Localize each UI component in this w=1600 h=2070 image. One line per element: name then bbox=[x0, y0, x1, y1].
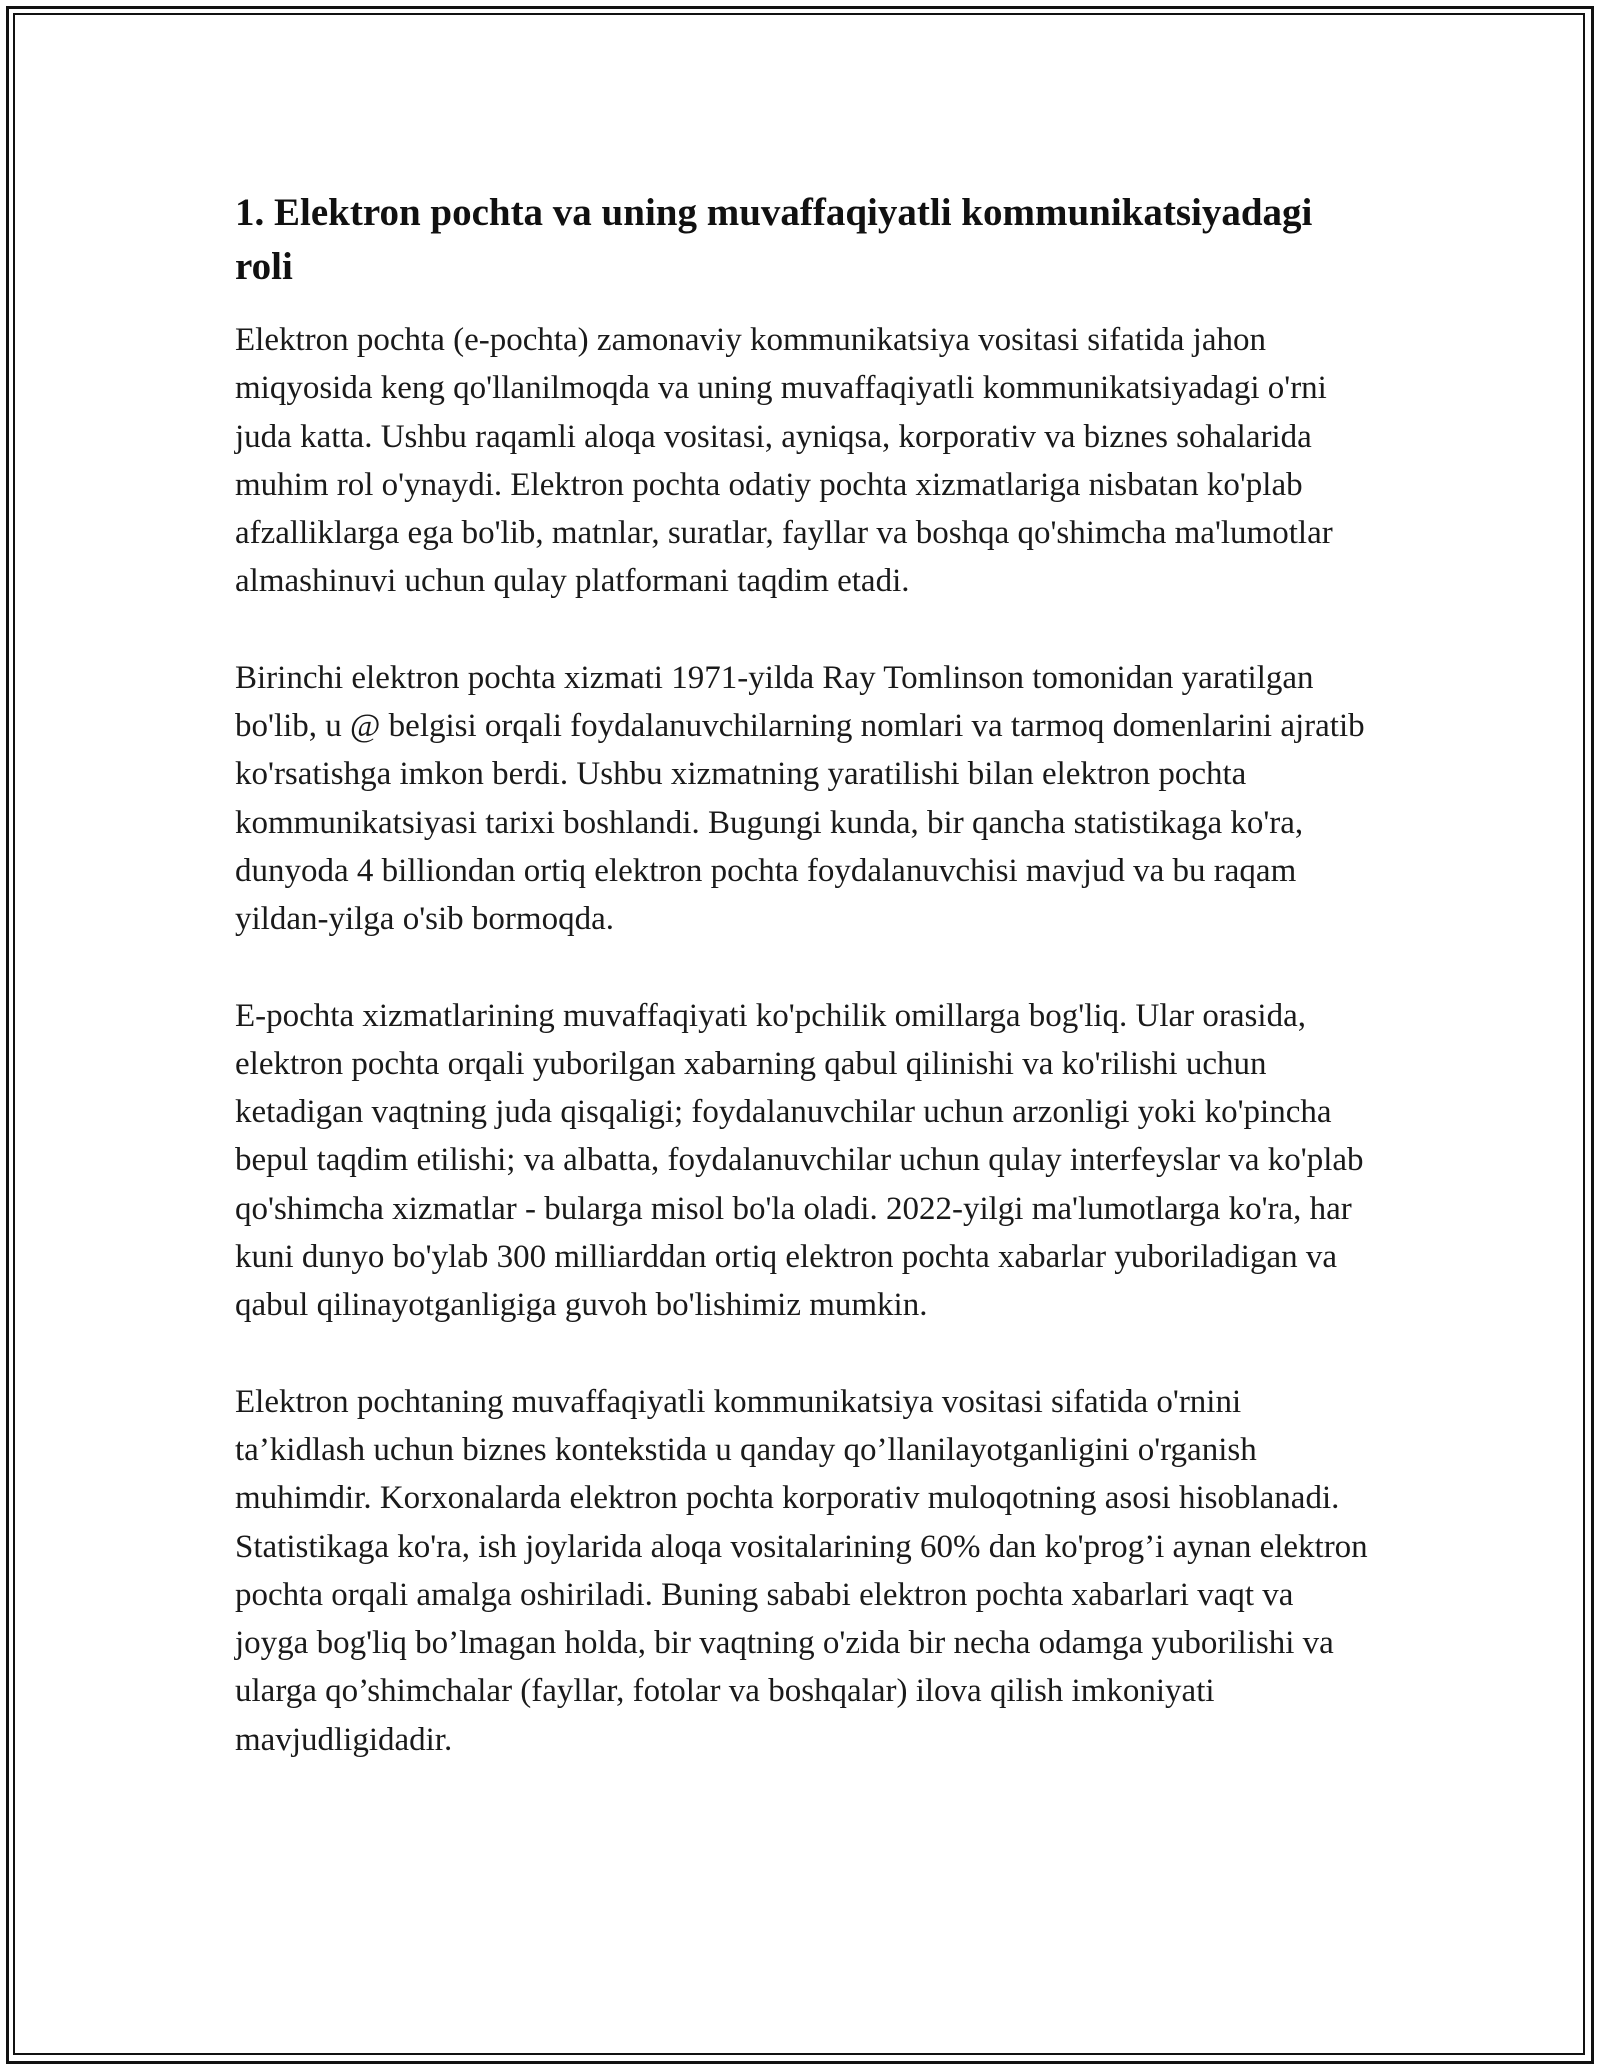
section-title: 1. Elektron pochta va uning muvaffaqiyatli kommunikatsiyadagi roli bbox=[235, 191, 1313, 288]
paragraph-2: Birinchi elektron pochta xizmati 1971-yilda Ray Tomlinson tomonidan yaratilgan bo'lib, u @ belgisi orqali foydalanuvchilarning nomlari va tarmoq domenlarini ajratib ko'rsatishga imkon berdi. Ushbu xizmatning yaratilishi bilan elektron pochta kommunikatsiyasi tarixi boshlandi. Bugungi kunda, bir qancha statistikaga ko'ra, dunyoda 4 billiondan ortiq elektron pochta foydalanuvchisi mavjud va bu raqam yildan-yilga o'sib bormoqda. bbox=[235, 659, 1365, 938]
paragraph-3: E-pochta xizmatlarining muvaffaqiyati ko'pchilik omillarga bog'liq. Ular orasida, elektron pochta orqali yuborilgan xabarning qabul qilinishi va ko'rilishi uchun ketadigan vaqtning juda qisqaligi; foydalanuvchilar uchun arzonligi yoki ko'pincha bepul taqdim etilishi; va albatta, foydalanuvchilar uchun qulay interfeyslar va ko'plab qo'shimcha xizmatlar - bularga misol bo'la oladi. 2022-yilgi ma'lumotlarga ko'ra, har kuni dunyo bo'ylab 300 milliarddan ortiq elektron pochta xabarlar yuboriladigan va qabul qilinayotganligiga guvoh bo'lishimiz mumkin. bbox=[235, 997, 1364, 1324]
paragraph-4: Elektron pochtaning muvaffaqiyatli kommunikatsiya vositasi sifatida o'rnini ta’kidlash uchun biznes kontekstida u qanday qo’llanilayotganligini o'rganish muhimdir. Korxonalarda elektron pochta korporativ muloqotning asosi hisoblanadi. Statistikaga ko'ra, ish joylarida aloqa vositalarining 60% dan ko'prog’i aynan elektron pochta orqali amalga oshiriladi. Buning sababi elektron pochta xabarlari vaqt va joyga bog'liq bo’lmagan holda, bir vaqtning o'zida bir necha odamga yuborilishi va ularga qo’shimchalar (fayllar, fotolar va boshqalar) ilova qilish imkoniyati mavjudligidadir. bbox=[235, 1383, 1368, 1758]
document-body bbox=[235, 186, 1370, 1812]
paragraph-1: Elektron pochta (e-pochta) zamonaviy kommunikatsiya vositasi sifatida jahon miqyosida keng qo'llanilmoqda va uning muvaffaqiyatli kommunikatsiyadagi o'rni juda katta. Ushbu raqamli aloqa vositasi, ayniqsa, korporativ va biznes sohalarida muhim rol o'ynaydi. Elektron pochta odatiy pochta xizmatlariga nisbatan ko'plab afzalliklarga ega bo'lib, matnlar, suratlar, fayllar va boshqa qo'shimcha ma'lumotlar almashinuvi uchun qulay platformani taqdim etadi. bbox=[235, 322, 1333, 600]
